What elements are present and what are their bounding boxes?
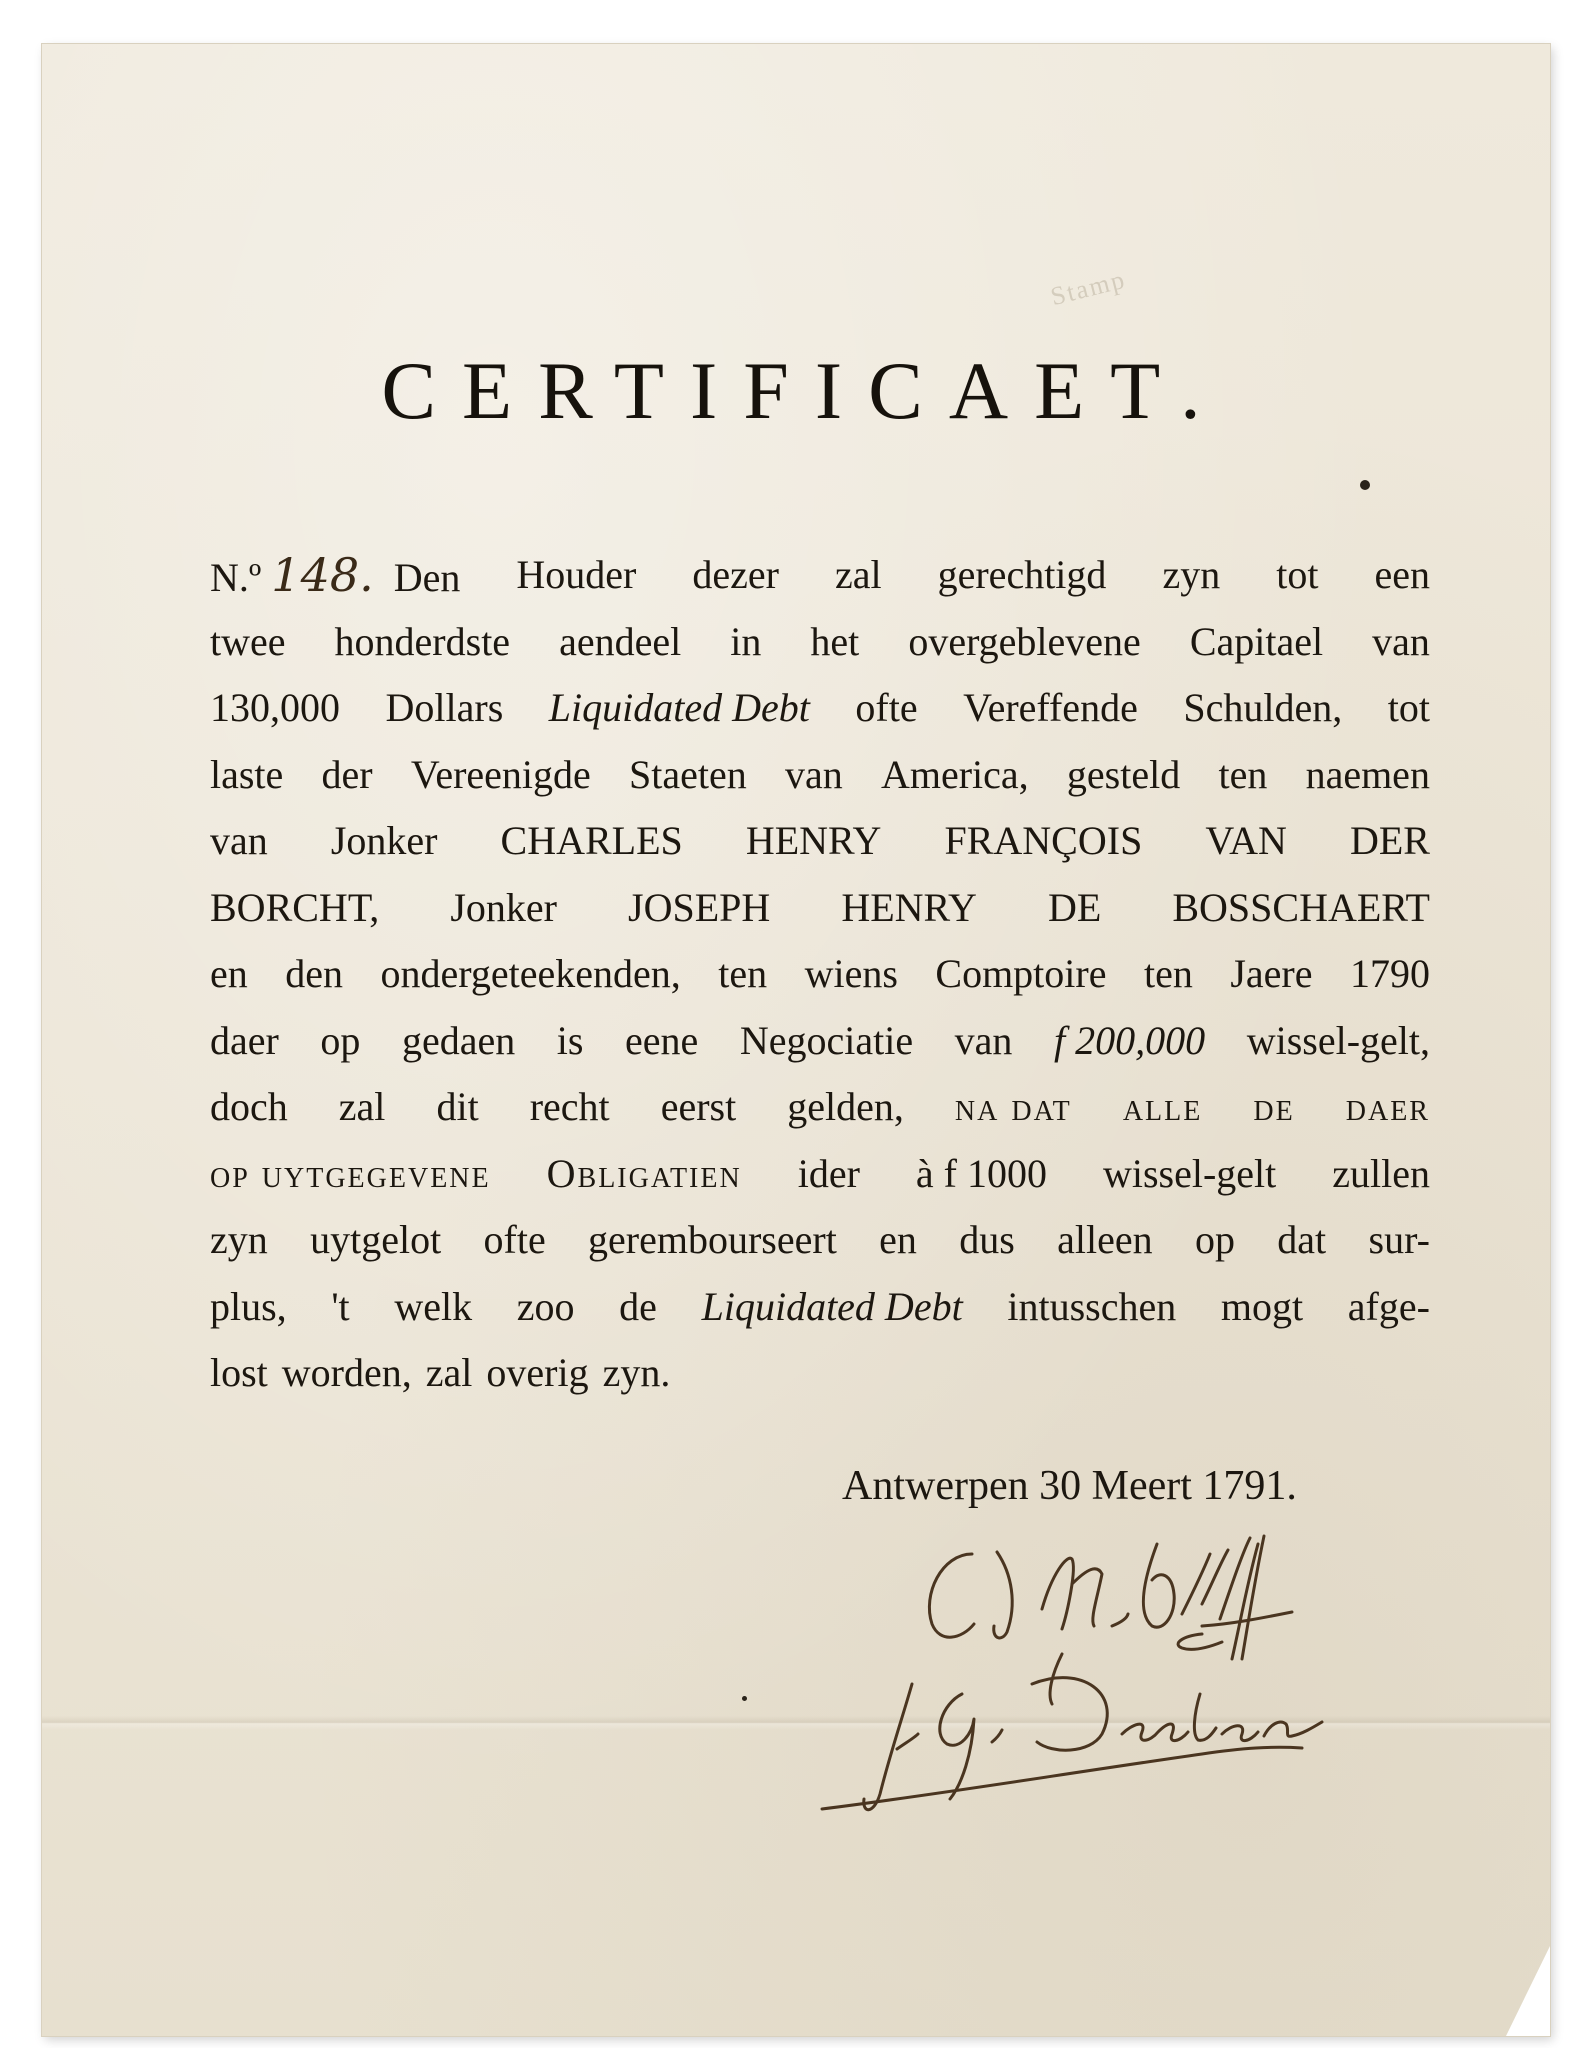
word: daer [210, 1017, 279, 1063]
word: VAN [1205, 818, 1287, 863]
word: DER [1349, 818, 1430, 863]
word: ofte [483, 1217, 546, 1262]
word: in [730, 618, 762, 664]
word-small-caps: daer [1345, 1084, 1430, 1129]
word-italic: Liquidated Debt [701, 1283, 963, 1329]
word: dezer [692, 552, 779, 597]
word: zal [425, 1350, 473, 1395]
word: gerembourseert [588, 1217, 837, 1262]
word: dit [436, 1084, 479, 1129]
word: HENRY [745, 818, 882, 863]
word: van [1372, 618, 1430, 664]
word: is [556, 1017, 584, 1063]
word: eerst [660, 1084, 737, 1129]
word: gerechtigd [937, 552, 1107, 597]
word: zal [338, 1084, 386, 1129]
word: overgeblevene [908, 618, 1141, 664]
word: een [1374, 552, 1430, 597]
word: gelden, [787, 1084, 904, 1129]
word: Houder [516, 552, 637, 597]
word: FRANÇOIS [944, 818, 1143, 863]
word: Vereenigde [410, 751, 591, 797]
ink-spot [1360, 480, 1370, 490]
word: recht [529, 1084, 610, 1129]
word: op [320, 1017, 361, 1063]
torn-corner [1506, 1946, 1550, 2036]
word: ofte [855, 685, 918, 730]
word: afge- [1347, 1283, 1430, 1329]
number-label: N.º [210, 555, 262, 600]
word: welk [394, 1283, 473, 1329]
word: zyn [210, 1217, 268, 1262]
word: dus [959, 1217, 1015, 1262]
text-line [210, 1074, 1430, 1141]
text-line [210, 1008, 1430, 1075]
word: den [285, 951, 344, 996]
word: doch [210, 1084, 288, 1129]
text-line [210, 542, 1430, 609]
word: zyn. [602, 1350, 671, 1395]
number-group [210, 542, 460, 609]
word: mogt [1220, 1283, 1304, 1329]
word: de [619, 1283, 657, 1329]
word: Negociatie [739, 1017, 914, 1063]
text-line [210, 1274, 1430, 1341]
certificate-paper [42, 44, 1550, 2036]
word: Jonker [450, 884, 557, 930]
word: zyn [1162, 552, 1221, 597]
word: zal [834, 552, 882, 597]
word: der [321, 751, 373, 797]
word: van [784, 751, 843, 797]
signature-deelen [802, 1624, 1362, 1824]
word: van [210, 818, 268, 863]
word-small-caps: op uytgegevene [210, 1150, 491, 1196]
word: JOSEPH [628, 884, 771, 930]
word: Jonker [330, 818, 438, 863]
word-small-caps: na dat [954, 1084, 1072, 1129]
word: zullen [1332, 1150, 1430, 1196]
word: wissel-gelt [1102, 1150, 1277, 1196]
word: Staeten [629, 751, 747, 797]
word: naemen [1305, 751, 1430, 797]
text-line [210, 1340, 1430, 1407]
word: overig [486, 1350, 589, 1395]
text-line [210, 675, 1430, 742]
word-amount: à f 1000 [915, 1150, 1047, 1196]
handwritten-number: 148. [271, 548, 374, 602]
word: ten [718, 951, 768, 996]
word: Comptoire [935, 951, 1107, 996]
faded-stamp: Stamp [1047, 264, 1129, 312]
word: Vereffende [963, 685, 1138, 730]
word: HENRY [841, 884, 977, 930]
word: worden, [281, 1350, 412, 1395]
text-line [210, 1207, 1430, 1274]
word: America, [880, 751, 1029, 797]
word: intusschen [1007, 1283, 1177, 1329]
text-line [210, 875, 1430, 942]
word: en [210, 951, 248, 996]
word: laste [210, 751, 284, 797]
word: DE [1047, 884, 1102, 930]
word: ten [1143, 951, 1193, 996]
word: plus, [210, 1283, 287, 1329]
word: Schulden, [1183, 685, 1343, 730]
place-and-date: Antwerpen 30 Meert 1791. [842, 1463, 1297, 1509]
word: en [879, 1217, 917, 1262]
word: ider [797, 1150, 860, 1196]
word: tot [1387, 685, 1430, 730]
word: BORCHT, [210, 884, 380, 930]
word-small-caps: Obligatien [546, 1150, 742, 1196]
word: lost [210, 1350, 268, 1395]
word: van [954, 1017, 1013, 1063]
word: twee [210, 618, 286, 664]
word: alleen [1057, 1217, 1153, 1262]
ink-spot [742, 1696, 747, 1701]
word: 130,000 [210, 685, 340, 730]
word: eene [625, 1017, 699, 1063]
word: ten [1218, 751, 1268, 797]
word: zoo [516, 1283, 575, 1329]
word: wiens [804, 951, 898, 996]
word: Dollars [385, 685, 504, 730]
word: dat [1277, 1217, 1327, 1262]
word: 1790 [1349, 951, 1430, 996]
word: CHARLES [500, 818, 683, 863]
text-line [210, 1141, 1430, 1208]
word-small-caps: alle [1122, 1084, 1203, 1129]
word-small-caps: de [1253, 1084, 1295, 1129]
word: gesteld [1066, 751, 1181, 797]
word: wissel-gelt, [1246, 1017, 1430, 1063]
certificate-title: CERTIFICAET. [381, 345, 1227, 436]
word: Den [393, 555, 461, 600]
text-line [210, 742, 1430, 809]
text-line [210, 808, 1430, 875]
word: sur- [1368, 1217, 1430, 1262]
word-italic: Liquidated Debt [548, 685, 810, 730]
word: uytgelot [310, 1217, 442, 1262]
word: tot [1276, 552, 1319, 597]
word: ondergeteekenden, [380, 951, 681, 996]
text-line [210, 609, 1430, 676]
word-amount: f 200,000 [1054, 1017, 1206, 1063]
certificate-text [210, 542, 1430, 1407]
word: 't [331, 1283, 350, 1329]
word: op [1194, 1217, 1235, 1262]
word: Jaere [1230, 951, 1313, 996]
word: gedaen [401, 1017, 516, 1063]
word: het [810, 618, 860, 664]
word: Capitael [1189, 618, 1324, 664]
word: honderdste [334, 618, 511, 664]
word: aendeel [559, 618, 682, 664]
word: BOSSCHAERT [1172, 884, 1430, 930]
text-line [210, 941, 1430, 1008]
